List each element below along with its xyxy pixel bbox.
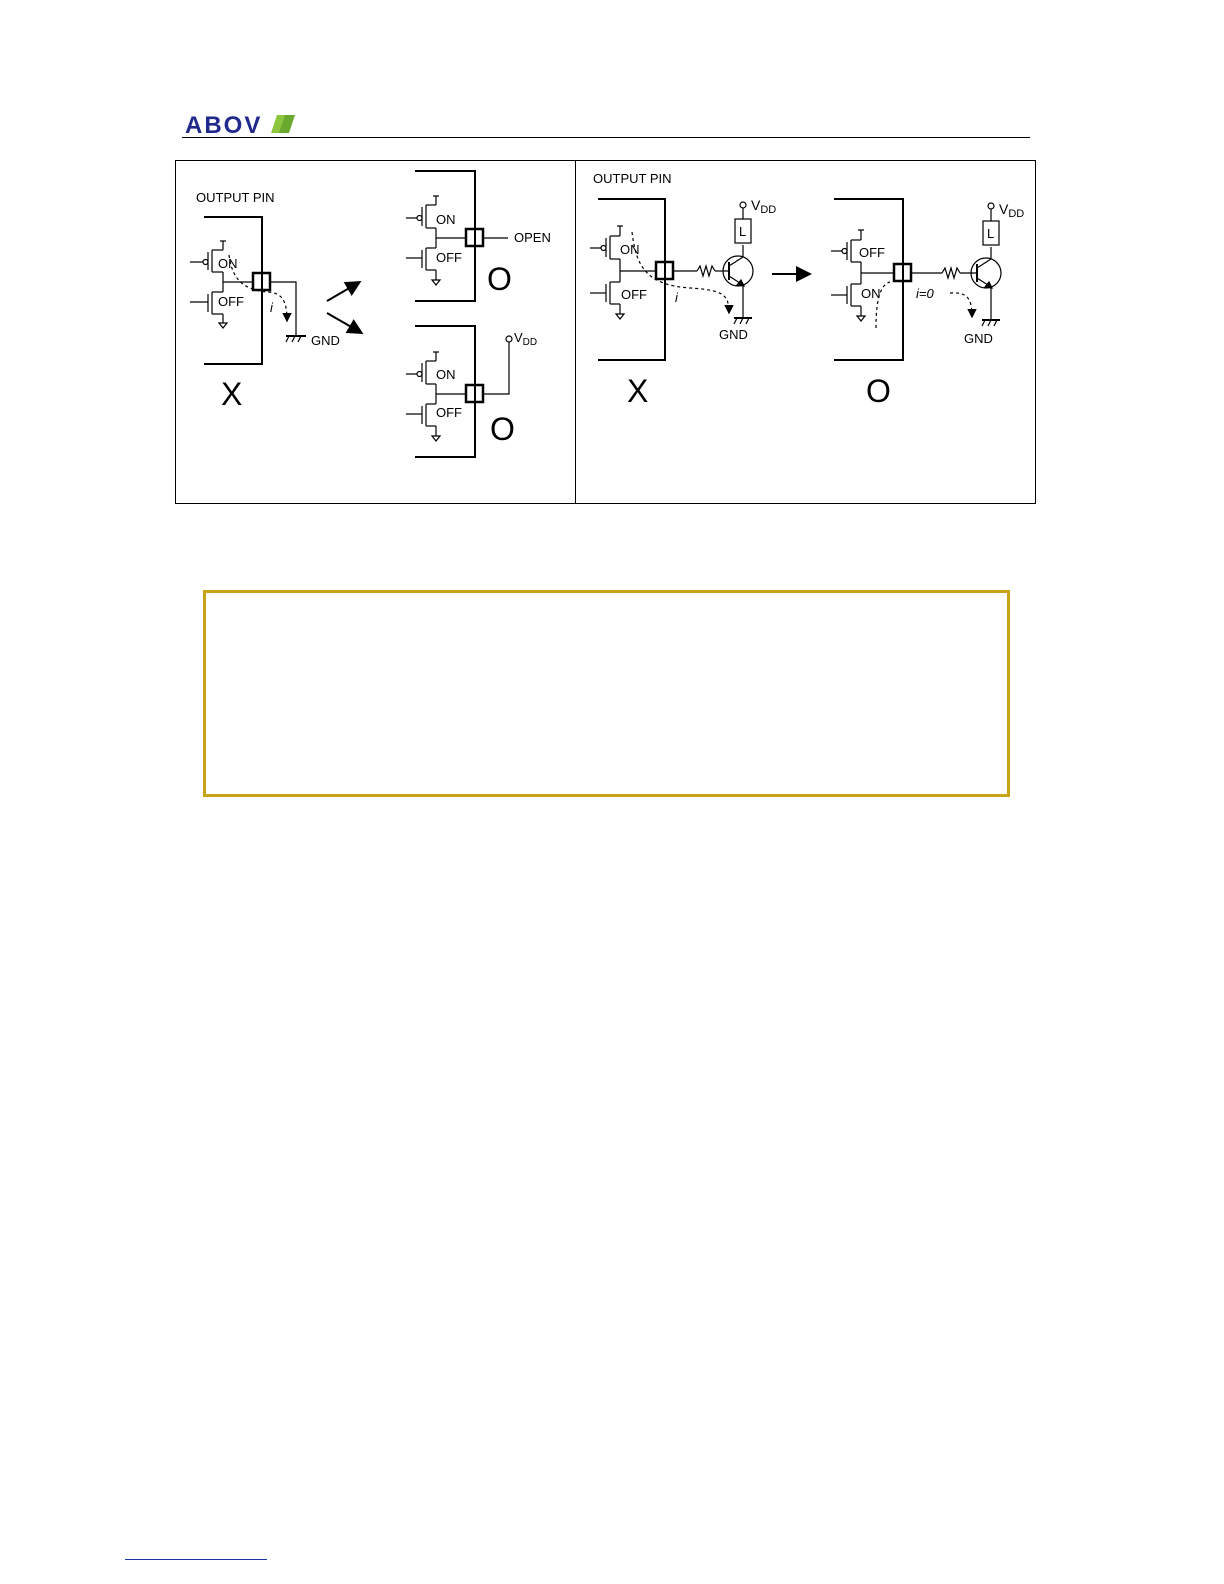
right-bad-top-state: ON — [620, 242, 640, 257]
svg-text:ABOV: ABOV — [185, 112, 263, 136]
left-vdd-supply: $V_{DD}$ — [514, 330, 538, 348]
left-vdd-bottom-state: OFF — [436, 405, 462, 420]
right-bad-load: L — [739, 224, 747, 239]
left-bad-bottom-state: OFF — [218, 294, 244, 309]
right-good-supply: $V_{DD}$ — [999, 201, 1025, 220]
left-open-terminal: OPEN — [514, 230, 551, 245]
right-bad-mark: X — [627, 373, 649, 409]
left-bad-current: i — [270, 300, 273, 315]
left-vdd-mark: O — [490, 411, 515, 447]
left-open-bottom-state: OFF — [436, 250, 462, 265]
note-box — [203, 590, 1010, 797]
footer-rule — [125, 1559, 267, 1560]
right-good-mark: O — [866, 373, 891, 409]
right-good-current: i=0 — [916, 286, 934, 301]
left-bad-ground: GND — [311, 333, 340, 348]
left-branch-arrows — [327, 283, 360, 332]
right-good-ground: GND — [964, 331, 993, 346]
right-good-load: L — [987, 226, 995, 241]
left-bad-mark: X — [221, 376, 243, 412]
left-open-top-state: ON — [436, 212, 456, 227]
left-panel-title: OUTPUT PIN — [196, 190, 275, 205]
right-panel-title: OUTPUT PIN — [593, 171, 672, 186]
left-bad-circuit — [190, 217, 306, 364]
right-bad-supply: $V_{DD}$ — [751, 197, 777, 216]
right-bad-current: i — [675, 290, 678, 305]
right-good-bottom-state: ON — [861, 286, 881, 301]
left-open-mark: O — [487, 261, 512, 297]
left-vdd-top-state: ON — [436, 367, 456, 382]
right-good-top-state: OFF — [859, 245, 885, 260]
right-bad-ground: GND — [719, 327, 748, 342]
left-bad-top-state: ON — [218, 256, 238, 271]
right-bad-bottom-state: OFF — [621, 287, 647, 302]
